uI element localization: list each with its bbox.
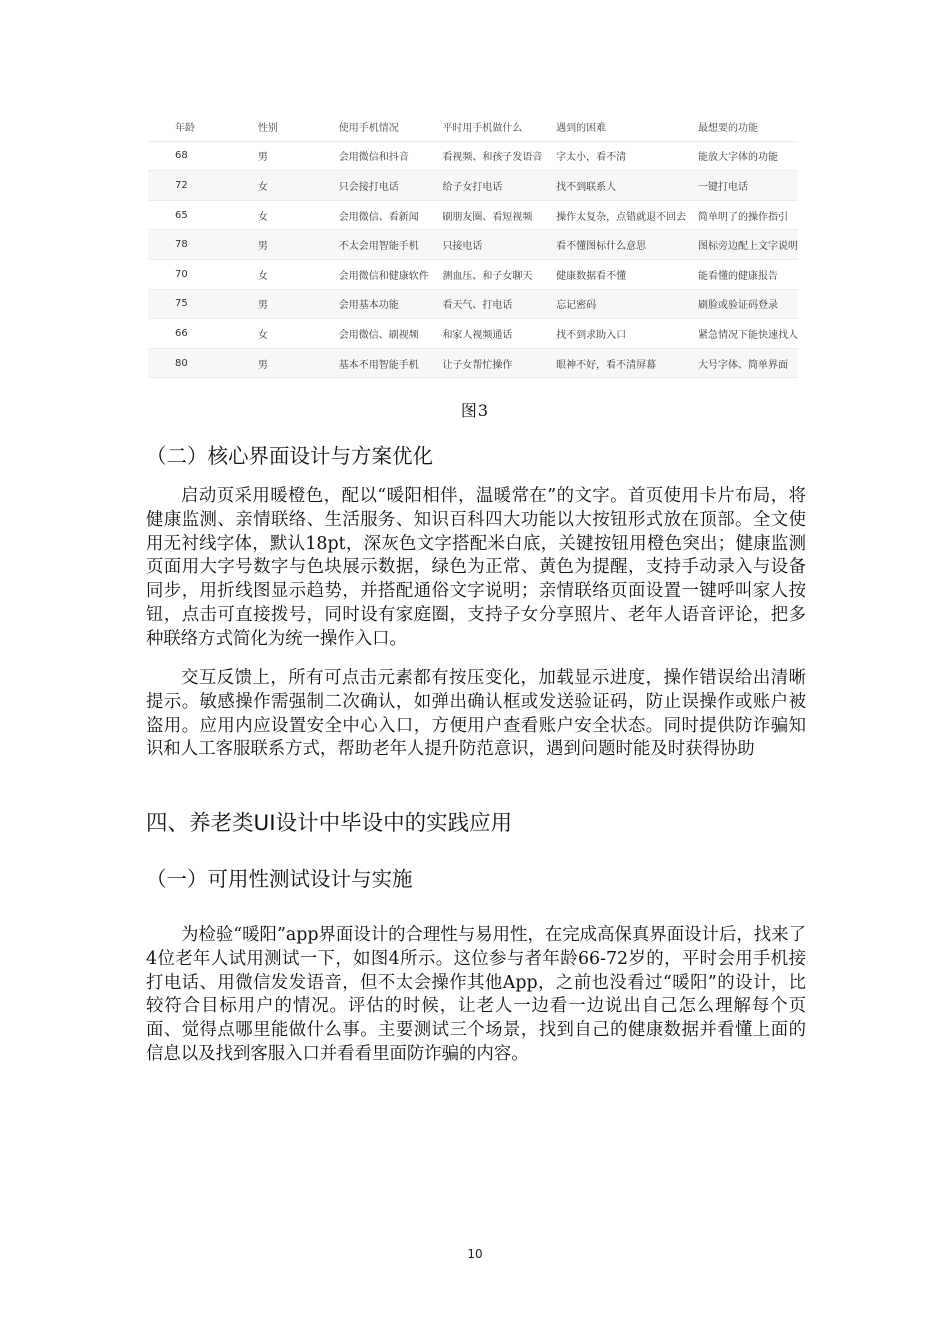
cell-age: 66: [148, 319, 258, 349]
cell-age: 80: [148, 348, 258, 378]
cell-difficulty: 忘记密码: [556, 289, 698, 319]
column-header-daily-use: 平时用手机做什么: [442, 112, 556, 141]
cell-age: 78: [148, 230, 258, 260]
table-row: [148, 319, 798, 349]
cell-difficulty: 健康数据看不懂: [556, 259, 698, 289]
cell-wanted-feature: 一键打电话: [698, 171, 798, 201]
paragraph-core-design-1: 启动页采用暖橙色，配以“暖阳相伴，温暖常在”的文字。首页使用卡片布局，将健康监测、亲情联络、生活服务、知识百科四大功能以大按钮形式放在顶部。全文使用无衬线字体，默认18pt，深灰色文字搭配米白底，关键按钮用橙色突出；健康监测页面用大字号数字与色块展示数据，绿色为正常、黄色为提醒，支持手动录入与设备同步，用折线图显示趋势，并搭配通俗文字说明；亲情联络页面设置一键呼叫家人按钮，点击可直接拨号，同时设有家庭圈，支持子女分享照片、老年人语音评论，把多种联络方式简化为统一操作入口。: [146, 486, 806, 649]
cell-difficulty: 找不到联系人: [556, 171, 698, 201]
cell-gender: 女: [258, 319, 339, 349]
cell-phone-usage: 会用微信、看新闻: [339, 200, 443, 230]
cell-wanted-feature: 紧急情况下能快速找人: [698, 319, 798, 349]
table-row: [148, 200, 798, 230]
table-row: [148, 348, 798, 378]
column-header-phone-usage: 使用手机情况: [339, 112, 443, 141]
cell-daily-use: 给子女打电话: [442, 171, 556, 201]
column-header-wanted-feature: 最想要的功能: [698, 112, 798, 141]
cell-difficulty: 操作太复杂，点错就退不回去: [556, 200, 698, 230]
cell-phone-usage: 会用微信、刷视频: [339, 319, 443, 349]
paragraph-core-design-2: 交互反馈上，所有可点击元素都有按压变化，加载显示进度，操作错误给出清晰提示。敏感操作需强制二次确认，如弹出确认框或发送验证码，防止误操作或账户被盗用。应用内应设置安全中心入口，方便用户查看账户安全状态。同时提供防诈骗知识和人工客服联系方式，帮助老年人提升防范意识，遇到问题时能及时获得协助: [146, 668, 806, 760]
cell-wanted-feature: 大号字体、简单界面: [698, 348, 798, 378]
cell-age: 68: [148, 141, 258, 171]
cell-age: 70: [148, 259, 258, 289]
cell-wanted-feature: 图标旁边配上文字说明: [698, 230, 798, 260]
chapter-heading-practice: 四、养老类UI设计中毕设中的实践应用: [146, 811, 513, 836]
table-row: [148, 259, 798, 289]
cell-phone-usage: 只会接打电话: [339, 171, 443, 201]
page-number: 10: [467, 1247, 483, 1261]
cell-difficulty: 眼神不好，看不清屏幕: [556, 348, 698, 378]
table-row: [148, 171, 798, 201]
cell-gender: 男: [258, 289, 339, 319]
cell-wanted-feature: 能看懂的健康报告: [698, 259, 798, 289]
cell-daily-use: 测血压、和子女聊天: [442, 259, 556, 289]
cell-phone-usage: 会用微信和抖音: [339, 141, 443, 171]
figure-caption: 图3: [460, 401, 490, 420]
cell-gender: 男: [258, 348, 339, 378]
cell-daily-use: 刷朋友圈、看短视频: [442, 200, 556, 230]
cell-daily-use: 和家人视频通话: [442, 319, 556, 349]
cell-difficulty: 找不到求助入口: [556, 319, 698, 349]
cell-gender: 女: [258, 259, 339, 289]
cell-phone-usage: 不太会用智能手机: [339, 230, 443, 260]
cell-difficulty: 字太小，看不清: [556, 141, 698, 171]
column-header-gender: 性别: [258, 112, 339, 141]
cell-daily-use: 看天气、打电话: [442, 289, 556, 319]
table-row: [148, 141, 798, 171]
cell-gender: 男: [258, 141, 339, 171]
cell-age: 65: [148, 200, 258, 230]
cell-gender: 女: [258, 200, 339, 230]
table-row: [148, 289, 798, 319]
cell-phone-usage: 会用基本功能: [339, 289, 443, 319]
cell-daily-use: 看视频、和孩子发语音: [442, 141, 556, 171]
cell-difficulty: 看不懂图标什么意思: [556, 230, 698, 260]
table-header-row: [148, 112, 798, 141]
cell-age: 75: [148, 289, 258, 319]
cell-gender: 男: [258, 230, 339, 260]
section-heading-core-design: （二）核心界面设计与方案优化: [146, 444, 433, 468]
cell-daily-use: 让子女帮忙操作: [442, 348, 556, 378]
table-row: [148, 230, 798, 260]
cell-wanted-feature: 能放大字体的功能: [698, 141, 798, 171]
column-header-age: 年龄: [148, 112, 258, 141]
cell-daily-use: 只接电话: [442, 230, 556, 260]
cell-wanted-feature: 简单明了的操作指引: [698, 200, 798, 230]
section-heading-usability-test: （一）可用性测试设计与实施: [146, 867, 413, 891]
paragraph-usability-test: 为检验“暖阳”app界面设计的合理性与易用性，在完成高保真界面设计后，找来了4位老年人试用测试一下，如图4所示。这位参与者年龄66-72岁的，平时会用手机接打电话、用微信发发语音，但不太会操作其他App，之前也没看过“暖阳”的设计，比较符合目标用户的情况。评估的时候，让老人一边看一边说出自己怎么理解每个页面、觉得点哪里能做什么事。主要测试三个场景，找到自己的健康数据并看懂上面的信息以及找到客服入口并看看里面防诈骗的内容。: [146, 925, 806, 1064]
figure3-survey-table: [148, 112, 798, 378]
column-header-difficulty: 遇到的困难: [556, 112, 698, 141]
cell-age: 72: [148, 171, 258, 201]
cell-phone-usage: 会用微信和健康软件: [339, 259, 443, 289]
cell-wanted-feature: 刷脸或验证码登录: [698, 289, 798, 319]
cell-phone-usage: 基本不用智能手机: [339, 348, 443, 378]
cell-gender: 女: [258, 171, 339, 201]
